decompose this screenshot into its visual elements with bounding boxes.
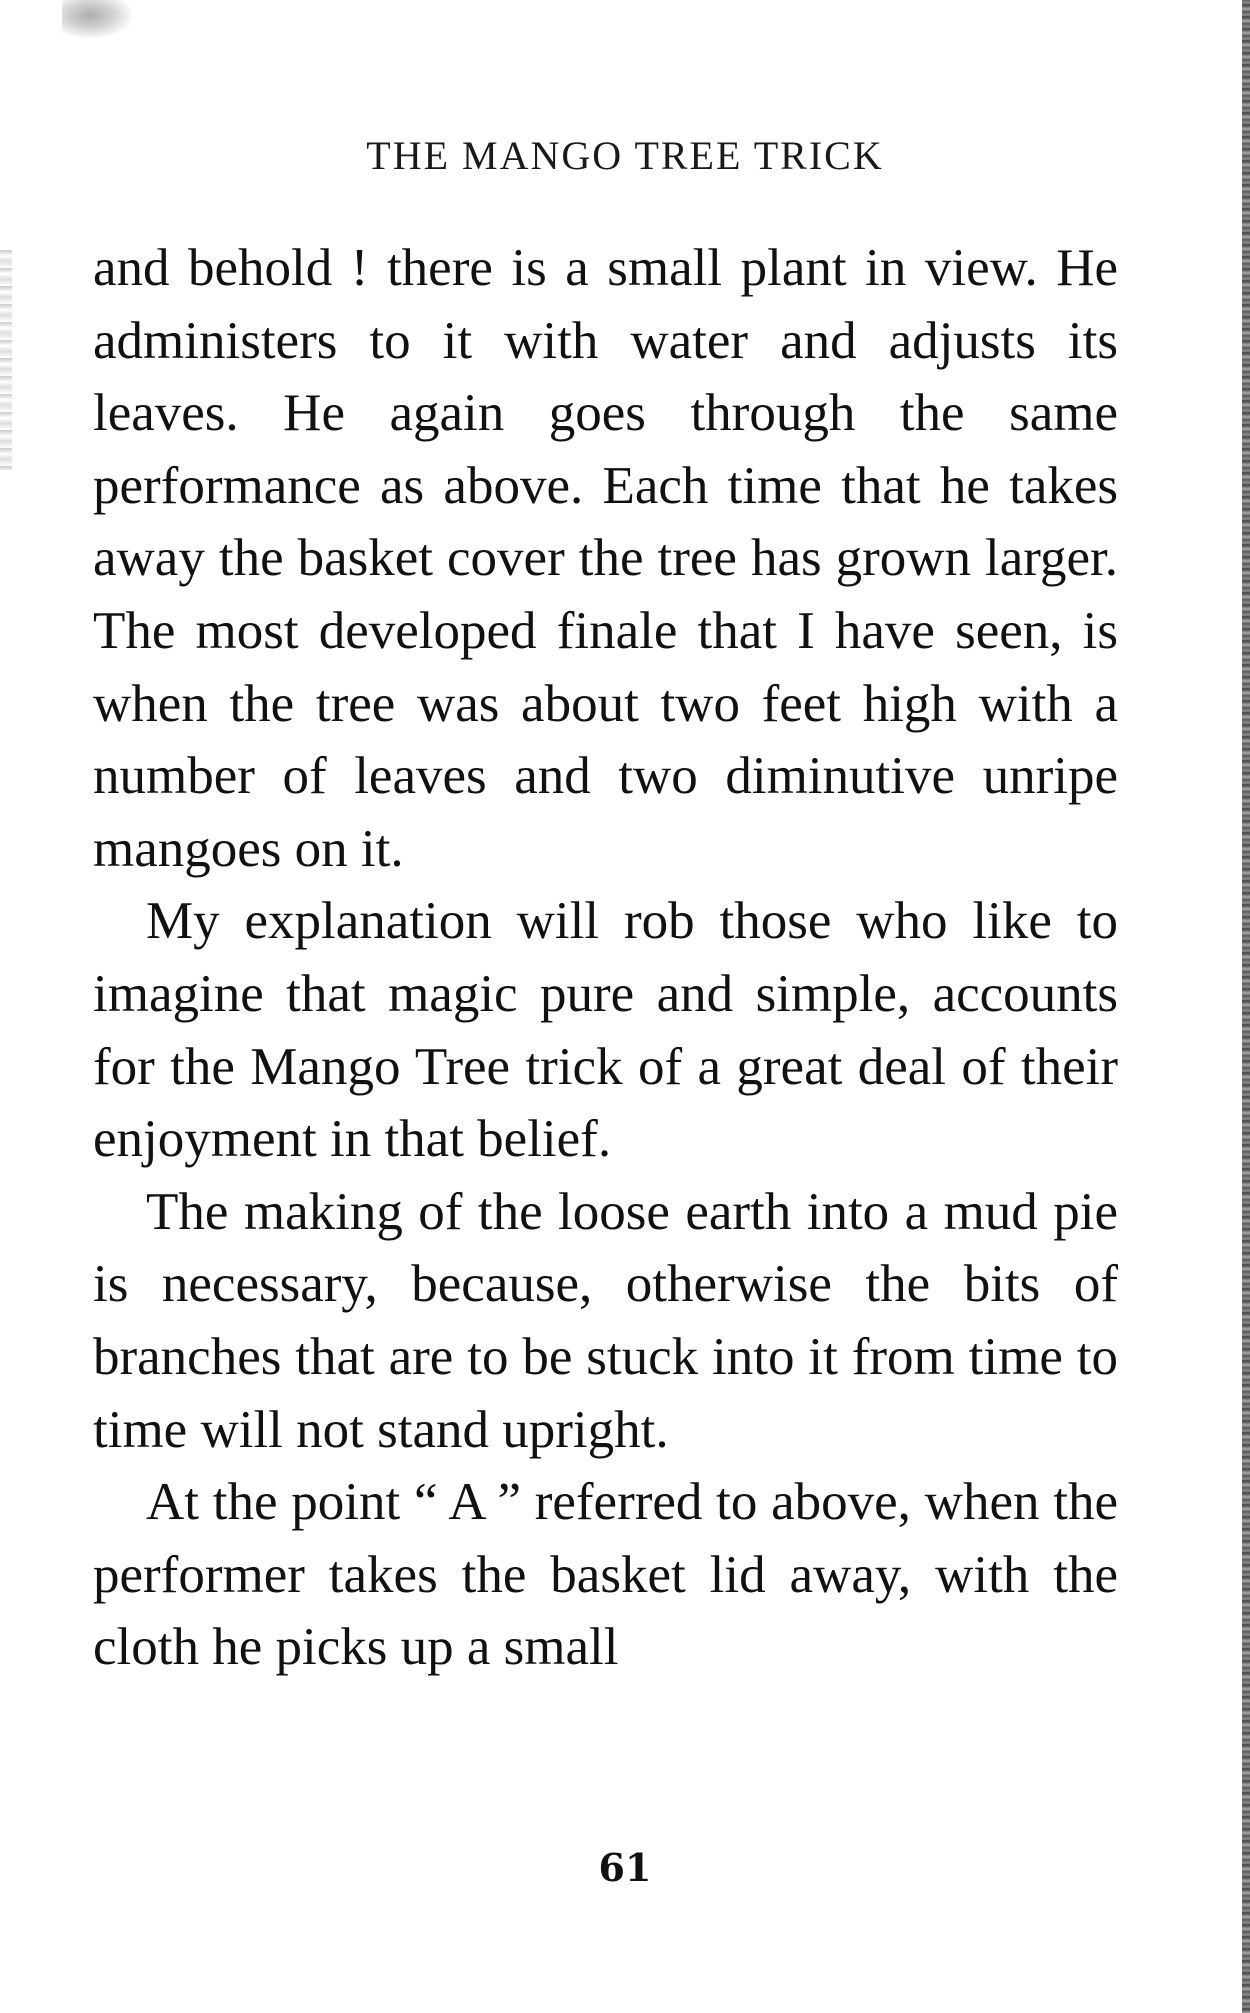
running-head: THE MANGO TREE TRICK	[366, 133, 884, 178]
paragraph-mud-pie: The making of the loose earth into a mud pie is necessary, because, otherwise the bits of branches that are to be stuck into it from time to time will not stand upright.	[93, 1182, 1118, 1459]
scan-edge	[1242, 0, 1250, 2013]
scan-specks	[0, 250, 12, 470]
paragraph-explanation: My explanation will rob those who like to imagine that magic pure and simple, accounts for the Mango Tree trick of a great deal of their enjoyment in that belief.	[93, 892, 1118, 1169]
paragraph-continuation: and behold ! there is a small plant in view. He administers to it with water and adjusts its leaves. He again goes through the same performance as above. Each time that he takes away the basket cover the tree has grown larger. The most developed finale that I have seen, is when the tree was about two feet high with a number of leaves and two diminutive unripe mangoes on it.	[93, 239, 1118, 878]
scan-smudge	[62, 0, 132, 38]
page-number: 61	[598, 1845, 652, 1890]
paragraph-point-a: At the point “ A ” referred to above, when the performer takes the basket lid away, with the cloth he picks up a small	[93, 1473, 1118, 1677]
body-text	[93, 232, 1118, 1684]
